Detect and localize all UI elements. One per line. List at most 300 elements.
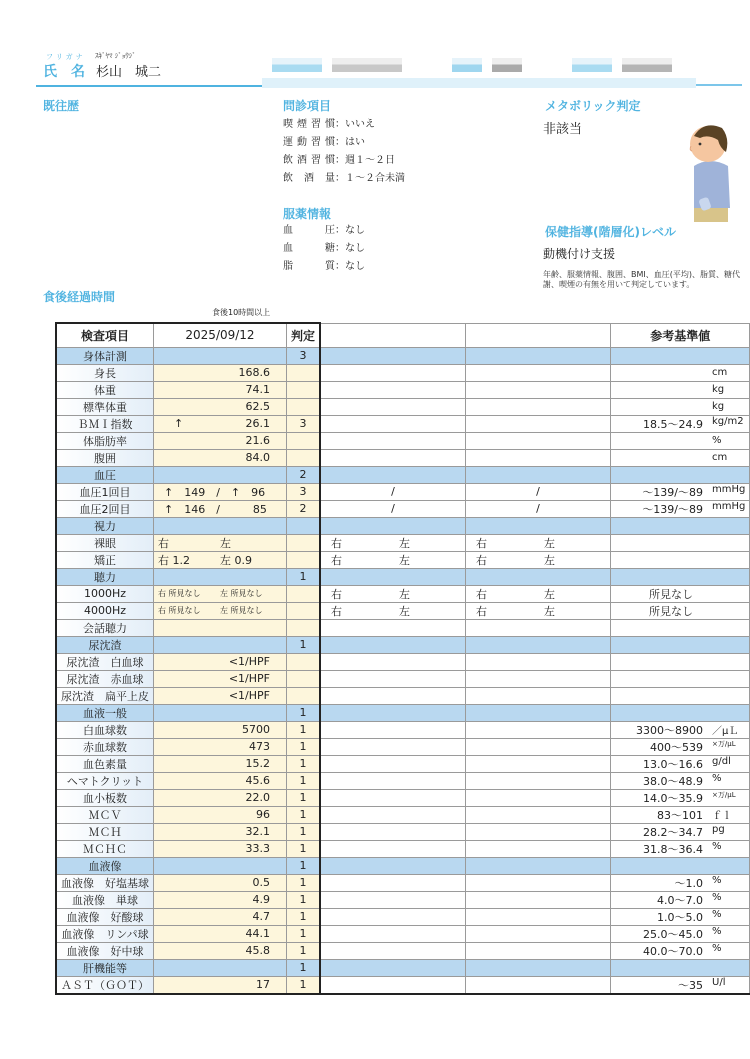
interview-item: 飲酒量：１～２合未満	[283, 173, 405, 184]
past-value-1	[320, 619, 466, 636]
interview-item: 運動習慣：はい	[283, 137, 365, 148]
past-right: 右	[331, 536, 343, 550]
past-value-1	[320, 704, 466, 721]
past-value-2	[466, 772, 611, 789]
result-cell	[154, 755, 287, 772]
reference-unit: mmHg	[712, 500, 746, 512]
past-value-2	[466, 704, 611, 721]
table-row	[56, 874, 750, 891]
medication-item: 血圧：なし	[283, 225, 365, 236]
patient-name: 杉山 城二	[96, 65, 162, 80]
reference-range	[615, 367, 703, 378]
past-value-1	[320, 840, 466, 857]
table-row	[56, 942, 750, 959]
interview-list	[283, 116, 405, 188]
reference-cell	[611, 517, 750, 534]
reference-unit: pg	[712, 823, 725, 835]
item-label: 体脂肪率	[56, 432, 154, 449]
reference-cell	[611, 857, 750, 874]
reference-cell	[611, 432, 750, 449]
result-cell	[154, 687, 287, 704]
reference-range	[615, 384, 703, 395]
history-title: 既往歴	[43, 99, 80, 113]
header-line	[696, 84, 742, 86]
table-row	[56, 687, 750, 704]
judge-value: 1	[287, 738, 321, 755]
result-cell	[154, 381, 287, 398]
metabolic-title: メタボリック判定	[545, 99, 641, 113]
reference-range: 13.0～16.6	[643, 757, 704, 771]
past-left: 左	[544, 604, 556, 618]
past-right: 右	[476, 604, 488, 618]
medication-list	[283, 222, 365, 276]
result-cell	[154, 534, 287, 551]
fasting-value: 食後10時間以上	[212, 308, 271, 317]
result-value: 74.1	[245, 383, 270, 396]
result-value: 0.5	[252, 876, 270, 889]
item-label: 裸眼	[56, 534, 154, 551]
past-left: 左	[399, 536, 411, 550]
judge-value	[287, 602, 321, 619]
past-value-2	[466, 517, 611, 534]
item-label: 矯正	[56, 551, 154, 568]
past-value-1	[320, 874, 466, 891]
reference-range: 18.5～24.9	[643, 417, 704, 431]
past-value-2	[466, 619, 611, 636]
past-value-1	[320, 789, 466, 806]
reference-range	[615, 452, 703, 463]
past-value-2	[466, 636, 611, 653]
header-past-1	[320, 323, 466, 347]
reference-cell	[611, 908, 750, 925]
past-value-2	[466, 415, 611, 432]
reference-value: 所見なし	[649, 587, 694, 601]
reference-unit: %	[712, 435, 722, 446]
past-value-1	[320, 364, 466, 381]
judge-value: 1	[287, 721, 321, 738]
item-label: 血液像 好塩基球	[56, 874, 154, 891]
result-cell	[154, 891, 287, 908]
item-label: 身長	[56, 364, 154, 381]
redacted-block	[622, 58, 672, 72]
result-value: <1/HPF	[228, 672, 270, 685]
item-label: 尿沈渣 白血球	[56, 653, 154, 670]
past-lr-2	[466, 551, 611, 568]
past-value-2	[466, 721, 611, 738]
result-cell	[154, 364, 287, 381]
judge-value	[287, 619, 321, 636]
judge-value: 1	[287, 636, 321, 653]
result-value: <1/HPF	[228, 689, 270, 702]
table-row	[56, 364, 750, 381]
past-value-1	[320, 823, 466, 840]
past-value-1	[320, 653, 466, 670]
result-value: 33.3	[245, 842, 270, 855]
judge-value: 1	[287, 925, 321, 942]
person-illustration-icon	[680, 118, 740, 226]
result-cell	[154, 398, 287, 415]
table-row	[56, 602, 750, 619]
fasting-title: 食後経過時間	[43, 290, 116, 304]
item-label: ＡＳＴ（ＧＯＴ）	[56, 976, 154, 994]
reference-cell	[611, 721, 750, 738]
item-label: 血圧1回目	[56, 483, 154, 500]
reference-cell	[611, 500, 750, 517]
item-label: 1000Hz	[56, 585, 154, 602]
reference-cell	[611, 891, 750, 908]
category-row	[56, 347, 750, 364]
medication-title: 服薬情報	[283, 207, 332, 221]
judge-value: 1	[287, 976, 321, 994]
past-value-2	[466, 687, 611, 704]
past-lr-1	[320, 534, 466, 551]
past-value-2	[466, 908, 611, 925]
interview-item: 飲酒習慣：週１～２日	[283, 155, 395, 166]
table-row	[56, 585, 750, 602]
reference-cell	[611, 925, 750, 942]
result-cell	[154, 738, 287, 755]
past-value-1	[320, 738, 466, 755]
reference-cell	[611, 568, 750, 585]
judge-value	[287, 398, 321, 415]
past-left: 左	[544, 536, 556, 550]
medication-item: 血糖：なし	[283, 243, 365, 254]
past-value-2	[466, 364, 611, 381]
table-row	[56, 772, 750, 789]
past-value-1	[320, 942, 466, 959]
result-cell	[154, 602, 287, 619]
past-left: 左	[399, 553, 411, 567]
table-row	[56, 721, 750, 738]
past-value-2	[466, 942, 611, 959]
table-row	[56, 755, 750, 772]
past-value-2	[466, 840, 611, 857]
past-value-2	[466, 670, 611, 687]
item-label: ＭＣＨＣ	[56, 840, 154, 857]
reference-value: 所見なし	[649, 604, 694, 618]
category-row	[56, 466, 750, 483]
result-cell	[154, 551, 287, 568]
reference-unit: ｆｌ	[712, 810, 733, 822]
item-label: 血圧2回目	[56, 500, 154, 517]
result-value: 473	[249, 740, 270, 753]
past-value-1	[320, 415, 466, 432]
category-row	[56, 568, 750, 585]
result-cell	[154, 415, 287, 432]
reference-cell	[611, 483, 750, 500]
result-value: ↑ 146 / 85	[164, 502, 267, 516]
reference-cell	[611, 466, 750, 483]
item-label: 血液像 好中球	[56, 942, 154, 959]
judge-value: 1	[287, 942, 321, 959]
past-value-1	[320, 636, 466, 653]
judge-value	[287, 585, 321, 602]
judge-value	[287, 670, 321, 687]
result-value: 45.8	[245, 944, 270, 957]
item-label: 血圧	[56, 466, 154, 483]
past-value-1: /	[320, 500, 466, 517]
past-value-1	[320, 449, 466, 466]
result-cell	[154, 959, 287, 976]
past-value-1	[320, 772, 466, 789]
header-judge: 判定	[287, 323, 321, 347]
reference-cell	[611, 976, 750, 994]
past-right: 右	[331, 587, 343, 601]
past-value-2	[466, 398, 611, 415]
item-label: 体重	[56, 381, 154, 398]
result-cell	[154, 806, 287, 823]
reference-range: ～1.0	[674, 876, 704, 890]
category-row	[56, 857, 750, 874]
past-value-1	[320, 857, 466, 874]
reference-cell	[611, 738, 750, 755]
judge-value	[287, 449, 321, 466]
past-value-2	[466, 653, 611, 670]
judge-value: 1	[287, 959, 321, 976]
category-row	[56, 517, 750, 534]
reference-unit: kg/m2	[712, 415, 744, 427]
judge-value	[287, 381, 321, 398]
reference-cell	[611, 415, 750, 432]
table-row	[56, 432, 750, 449]
past-value-2	[466, 806, 611, 823]
reference-unit: g/dl	[712, 755, 731, 767]
past-value-1	[320, 398, 466, 415]
guidance-note: 年齢、服薬情報、腹囲、BMI、血圧(平均)、脂質、糖代謝、喫煙の有無を用いて判定しています。	[543, 270, 740, 289]
result-value: 44.1	[245, 927, 270, 940]
judge-value: 1	[287, 704, 321, 721]
result-value: 96	[256, 808, 270, 821]
past-value-1	[320, 568, 466, 585]
reference-range: ～139/～89	[642, 485, 704, 499]
past-left: 左	[544, 553, 556, 567]
result-value: 168.6	[238, 366, 270, 379]
item-label: 視力	[56, 517, 154, 534]
right-eye-value: 右	[158, 536, 169, 550]
past-lr-1	[320, 585, 466, 602]
result-value: 17	[256, 978, 270, 991]
table-row	[56, 534, 750, 551]
table-row	[56, 483, 750, 500]
left-ear-value: 左 所見なし	[220, 606, 263, 615]
judge-value: 1	[287, 772, 321, 789]
result-cell	[154, 874, 287, 891]
result-cell	[154, 789, 287, 806]
item-label: 会話聴力	[56, 619, 154, 636]
result-cell	[154, 670, 287, 687]
item-label: 血液像 好酸球	[56, 908, 154, 925]
item-label: 血小板数	[56, 789, 154, 806]
furigana-label: フリガナ	[46, 53, 86, 61]
judge-value: 3	[287, 415, 321, 432]
result-cell	[154, 585, 287, 602]
table-row	[56, 415, 750, 432]
result-cell	[154, 908, 287, 925]
category-row	[56, 704, 750, 721]
reference-range	[615, 435, 703, 446]
judge-value	[287, 517, 321, 534]
reference-unit: ×万/μL	[712, 790, 736, 799]
result-value: 62.5	[245, 400, 270, 413]
item-label: 白血球数	[56, 721, 154, 738]
past-lr-1	[320, 602, 466, 619]
result-cell	[154, 925, 287, 942]
item-label: 尿沈渣	[56, 636, 154, 653]
result-value: ↑ 149 / ↑ 96	[164, 485, 266, 499]
judge-value: 1	[287, 908, 321, 925]
past-value-1	[320, 891, 466, 908]
item-label: 4000Hz	[56, 602, 154, 619]
furigana-value: ｽｷﾞﾔﾏ ｼﾞｮｳｼﾞ	[95, 52, 136, 60]
judge-value: 1	[287, 823, 321, 840]
result-cell	[154, 568, 287, 585]
reference-range: ～35	[678, 978, 704, 992]
past-right: 右	[476, 536, 488, 550]
result-value: 84.0	[245, 451, 270, 464]
past-value-2	[466, 959, 611, 976]
result-value: 4.7	[252, 910, 270, 923]
result-value: 32.1	[245, 825, 270, 838]
result-cell	[154, 976, 287, 994]
results-table	[55, 322, 750, 995]
judge-value: 1	[287, 789, 321, 806]
redacted-block	[332, 58, 402, 72]
table-row	[56, 823, 750, 840]
right-ear-value: 右 所見なし	[158, 606, 201, 615]
item-label: 尿沈渣 赤血球	[56, 670, 154, 687]
past-value-2	[466, 925, 611, 942]
judge-value: 1	[287, 840, 321, 857]
past-value-1	[320, 347, 466, 364]
reference-cell	[611, 619, 750, 636]
past-value-2	[466, 738, 611, 755]
reference-cell	[611, 381, 750, 398]
past-value-1	[320, 466, 466, 483]
header-item: 検査項目	[56, 323, 154, 347]
interview-title: 問診項目	[283, 99, 332, 113]
table-row	[56, 789, 750, 806]
result-value: 22.0	[245, 791, 270, 804]
judge-value: 1	[287, 568, 321, 585]
past-value-2	[466, 347, 611, 364]
result-value: 26.1	[245, 417, 270, 430]
reference-cell	[611, 704, 750, 721]
judge-value: 2	[287, 500, 321, 517]
past-right: 右	[331, 604, 343, 618]
name-underline	[36, 85, 264, 87]
right-ear-value: 右 所見なし	[158, 589, 201, 598]
reference-cell	[611, 942, 750, 959]
right-eye-value: 右 1.2	[158, 553, 190, 567]
judge-value	[287, 653, 321, 670]
result-value: 45.6	[245, 774, 270, 787]
item-label: ＢＭＩ指数	[56, 415, 154, 432]
result-value: 5700	[242, 723, 270, 736]
past-left: 左	[399, 604, 411, 618]
table-row	[56, 653, 750, 670]
result-cell	[154, 500, 287, 517]
past-value-1	[320, 908, 466, 925]
reference-cell	[611, 959, 750, 976]
item-label: 腹囲	[56, 449, 154, 466]
past-value-2	[466, 432, 611, 449]
reference-unit: %	[712, 874, 722, 886]
result-cell	[154, 483, 287, 500]
result-cell	[154, 721, 287, 738]
reference-range: 38.0～48.9	[643, 774, 704, 788]
item-label: ＭＣＨ	[56, 823, 154, 840]
table-row	[56, 738, 750, 755]
reference-unit: kg	[712, 384, 725, 395]
past-value-2	[466, 755, 611, 772]
past-value-1	[320, 976, 466, 994]
judge-value	[287, 432, 321, 449]
past-value-1	[320, 806, 466, 823]
item-label: 赤血球数	[56, 738, 154, 755]
table-row	[56, 670, 750, 687]
item-label: 尿沈渣 扁平上皮	[56, 687, 154, 704]
result-value: 15.2	[245, 757, 270, 770]
result-cell	[154, 517, 287, 534]
name-label: 氏名	[43, 64, 99, 80]
reference-cell	[611, 602, 750, 619]
result-cell	[154, 653, 287, 670]
left-eye-value: 左	[220, 536, 231, 550]
reference-range: 28.2～34.7	[643, 825, 704, 839]
result-cell	[154, 704, 287, 721]
table-row	[56, 551, 750, 568]
item-label: 血液像 リンパ球	[56, 925, 154, 942]
judge-value	[287, 364, 321, 381]
item-label: 血液像 単球	[56, 891, 154, 908]
judge-value	[287, 687, 321, 704]
past-value-2: /	[466, 483, 611, 500]
past-value-2	[466, 976, 611, 994]
table-row	[56, 449, 750, 466]
past-value-2	[466, 823, 611, 840]
reference-cell	[611, 789, 750, 806]
table-row	[56, 925, 750, 942]
past-value-1	[320, 517, 466, 534]
header-reference: 参考基準値	[611, 323, 750, 347]
reference-unit: %	[712, 908, 722, 920]
left-eye-value: 左 0.9	[220, 553, 252, 567]
past-value-1	[320, 755, 466, 772]
past-value-1	[320, 381, 466, 398]
result-cell	[154, 857, 287, 874]
reference-unit: ／μＬ	[712, 725, 739, 737]
result-value: 4.9	[252, 893, 270, 906]
reference-unit: %	[712, 891, 722, 903]
table-row	[56, 840, 750, 857]
past-lr-2	[466, 602, 611, 619]
judge-value: 1	[287, 806, 321, 823]
redacted-block	[572, 58, 612, 72]
table-row	[56, 619, 750, 636]
result-cell	[154, 449, 287, 466]
reference-range: 1.0～5.0	[657, 910, 704, 924]
reference-cell	[611, 534, 750, 551]
past-value-2	[466, 857, 611, 874]
reference-range: 3300～8900	[636, 723, 704, 737]
redacted-block	[272, 58, 322, 72]
past-value-1	[320, 959, 466, 976]
past-value-1	[320, 721, 466, 738]
result-cell	[154, 942, 287, 959]
reference-range: 14.0～35.9	[643, 791, 704, 805]
past-value-1	[320, 687, 466, 704]
interview-item: 喫煙習慣：いいえ	[283, 119, 375, 130]
